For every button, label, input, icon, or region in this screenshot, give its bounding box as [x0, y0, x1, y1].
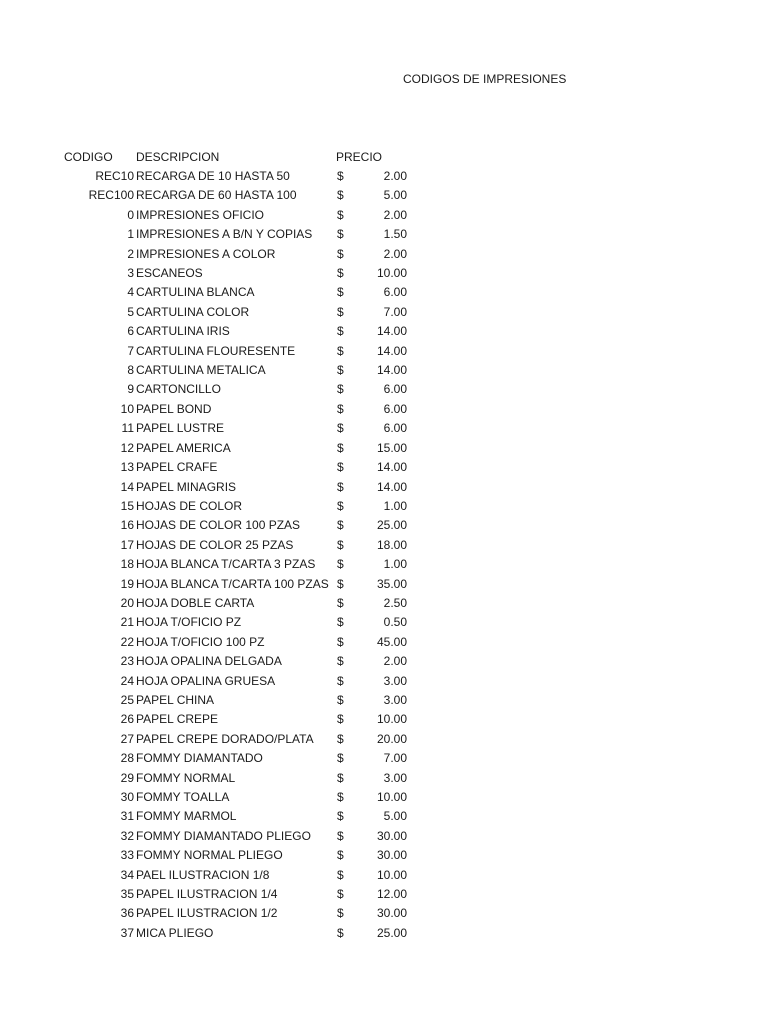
currency-symbol: $ [337, 848, 344, 863]
currency-symbol: $ [337, 169, 344, 183]
table-row [0, 439, 768, 458]
currency-symbol: $ [337, 498, 344, 513]
table-row [0, 555, 768, 574]
item-description: IMPRESIONES OFICIO [136, 207, 265, 222]
currency-symbol: $ [337, 401, 344, 416]
item-price: 10.00 [376, 790, 407, 804]
item-description: PAPEL CRAFE [136, 460, 218, 475]
table-row [0, 652, 768, 671]
table-row [0, 575, 768, 594]
item-code: 22 [120, 634, 134, 649]
item-code: 33 [120, 848, 134, 863]
table-row [0, 167, 768, 186]
item-code: 4 [127, 285, 134, 300]
table-row [0, 866, 768, 885]
item-price: 10.00 [376, 867, 407, 882]
currency-symbol: $ [337, 518, 344, 533]
item-description: PAPEL ILUSTRACION 1/4 [136, 887, 278, 902]
currency-symbol: $ [337, 906, 344, 921]
table-row [0, 904, 768, 923]
item-code: 11 [121, 421, 134, 436]
item-price: 5.00 [383, 809, 407, 824]
table-row [0, 594, 768, 613]
currency-symbol: $ [337, 304, 344, 319]
item-description: PAPEL MINAGRIS [136, 479, 237, 494]
currency-symbol: $ [337, 731, 344, 746]
item-description: HOJA BLANCA T/CARTA 100 PZAS [136, 576, 329, 591]
table-row [0, 245, 768, 264]
item-code: 5 [127, 304, 134, 319]
table-row [0, 225, 768, 244]
item-code: 6 [127, 324, 134, 339]
currency-symbol: $ [337, 809, 344, 824]
currency-symbol: $ [337, 266, 344, 281]
table-row [0, 303, 768, 322]
item-description: HOJAS DE COLOR 25 PZAS [136, 537, 294, 552]
item-description: IMPRESIONES A B/N Y COPIAS [136, 227, 313, 242]
item-code: 13 [120, 460, 134, 475]
table-row [0, 419, 768, 438]
item-description: HOJA OPALINA GRUESA [136, 673, 276, 688]
item-description: HOJAS DE COLOR 100 PZAS [136, 518, 301, 533]
table-row [0, 264, 768, 283]
page-title: CODIGOS DE IMPRESIONES [403, 72, 567, 86]
item-price: 14.00 [376, 460, 407, 475]
item-price: 1.00 [383, 498, 407, 513]
item-description: PAPEL ILUSTRACION 1/2 [136, 906, 278, 921]
header-description: DESCRIPCION [136, 150, 220, 164]
item-price: 0.50 [383, 615, 407, 630]
header-price: PRECIO [336, 150, 383, 164]
currency-symbol: $ [337, 227, 344, 242]
item-price: 30.00 [376, 906, 407, 921]
item-description: CARTULINA IRIS [136, 324, 230, 339]
item-price: 3.00 [383, 673, 407, 688]
currency-symbol: $ [337, 576, 344, 591]
table-header [0, 148, 768, 167]
currency-symbol: $ [337, 790, 344, 804]
item-description: PAPEL BOND [136, 401, 212, 416]
item-price: 3.00 [383, 770, 407, 785]
item-code: 25 [120, 692, 134, 707]
table-row [0, 516, 768, 535]
item-price: 14.00 [376, 343, 407, 358]
item-code: 7 [127, 343, 134, 358]
item-description: HOJA DOBLE CARTA [136, 595, 255, 610]
item-price: 25.00 [376, 518, 407, 533]
item-price: 1.50 [383, 227, 407, 242]
item-code: 37 [120, 925, 134, 940]
currency-symbol: $ [337, 828, 344, 843]
item-description: FOMMY MARMOL [136, 809, 237, 824]
currency-symbol: $ [337, 654, 344, 669]
item-description: HOJA T/OFICIO PZ [136, 615, 242, 630]
currency-symbol: $ [337, 673, 344, 688]
item-price: 6.00 [383, 382, 407, 397]
header-code: CODIGO [64, 150, 113, 164]
item-price: 25.00 [376, 925, 407, 940]
currency-symbol: $ [337, 537, 344, 552]
currency-symbol: $ [337, 343, 344, 358]
item-code: 16 [120, 518, 134, 533]
item-price: 3.00 [383, 692, 407, 707]
item-code: 29 [120, 770, 134, 785]
currency-symbol: $ [337, 751, 344, 766]
currency-symbol: $ [337, 887, 344, 902]
item-price: 14.00 [376, 363, 407, 378]
currency-symbol: $ [337, 363, 344, 378]
table-row [0, 710, 768, 729]
currency-symbol: $ [337, 692, 344, 707]
price-table [0, 167, 768, 943]
item-description: CARTULINA FLOURESENTE [136, 343, 296, 358]
item-description: CARTONCILLO [136, 382, 221, 397]
item-description: PAPEL CREPE [136, 712, 219, 727]
currency-symbol: $ [337, 285, 344, 300]
item-price: 35.00 [376, 576, 407, 591]
item-code: 19 [120, 576, 134, 591]
table-row [0, 672, 768, 691]
table-row [0, 283, 768, 302]
item-price: 6.00 [383, 421, 407, 436]
table-row [0, 361, 768, 380]
item-price: 7.00 [383, 304, 407, 319]
item-price: 20.00 [376, 731, 407, 746]
item-code: 3 [127, 266, 134, 281]
table-row [0, 633, 768, 652]
item-description: HOJA BLANCA T/CARTA 3 PZAS [136, 557, 316, 572]
table-row [0, 730, 768, 749]
item-description: FOMMY NORMAL [136, 770, 236, 785]
table-row [0, 536, 768, 555]
item-description: HOJA T/OFICIO 100 PZ [136, 634, 265, 649]
item-description: MICA PLIEGO [136, 925, 214, 940]
item-code: 2 [127, 246, 134, 261]
item-code: 32 [120, 828, 134, 843]
currency-symbol: $ [337, 246, 344, 261]
item-description: FOMMY NORMAL PLIEGO [136, 848, 283, 863]
currency-symbol: $ [337, 479, 344, 494]
item-price: 2.00 [383, 169, 407, 183]
item-price: 10.00 [376, 712, 407, 727]
item-code: 36 [120, 906, 134, 921]
item-code: 1 [127, 227, 134, 242]
item-description: HOJA OPALINA DELGADA [136, 654, 282, 669]
table-row [0, 691, 768, 710]
item-description: RECARGA DE 60 HASTA 100 [136, 188, 297, 203]
item-price: 2.50 [383, 595, 407, 610]
table-row [0, 380, 768, 399]
item-description: FOMMY TOALLA [136, 790, 230, 804]
table-row [0, 497, 768, 516]
item-price: 45.00 [376, 634, 407, 649]
item-description: CARTULINA COLOR [136, 304, 250, 319]
table-row [0, 769, 768, 788]
item-code: 34 [120, 867, 134, 882]
currency-symbol: $ [337, 557, 344, 572]
item-code: 14 [120, 479, 134, 494]
item-code: 20 [120, 595, 134, 610]
currency-symbol: $ [337, 440, 344, 455]
item-description: IMPRESIONES A COLOR [136, 246, 276, 261]
currency-symbol: $ [337, 421, 344, 436]
currency-symbol: $ [337, 324, 344, 339]
item-description: RECARGA DE 10 HASTA 50 [136, 169, 290, 183]
currency-symbol: $ [337, 770, 344, 785]
item-code: 28 [120, 751, 134, 766]
table-row [0, 827, 768, 846]
item-price: 30.00 [376, 848, 407, 863]
table-row [0, 186, 768, 205]
currency-symbol: $ [337, 634, 344, 649]
item-price: 30.00 [376, 828, 407, 843]
table-row [0, 400, 768, 419]
item-description: PAPEL CREPE DORADO/PLATA [136, 731, 314, 746]
currency-symbol: $ [337, 382, 344, 397]
item-description: FOMMY DIAMANTADO [136, 751, 263, 766]
item-code: 27 [120, 731, 134, 746]
item-price: 7.00 [383, 751, 407, 766]
item-description: PAPEL CHINA [136, 692, 215, 707]
item-price: 14.00 [376, 479, 407, 494]
item-code: 9 [127, 382, 134, 397]
item-price: 2.00 [383, 246, 407, 261]
item-description: PAPEL LUSTRE [136, 421, 225, 436]
item-price: 18.00 [376, 537, 407, 552]
item-price: 2.00 [383, 207, 407, 222]
item-price: 2.00 [383, 654, 407, 669]
item-code: REC10 [95, 169, 134, 183]
table-row [0, 807, 768, 826]
item-code: 0 [127, 207, 134, 222]
item-code: REC100 [88, 188, 134, 203]
item-price: 15.00 [376, 440, 407, 455]
item-code: 21 [120, 615, 134, 630]
currency-symbol: $ [337, 925, 344, 940]
currency-symbol: $ [337, 712, 344, 727]
item-code: 23 [120, 654, 134, 669]
item-price: 6.00 [383, 285, 407, 300]
item-code: 31 [120, 809, 134, 824]
item-code: 8 [127, 363, 134, 378]
currency-symbol: $ [337, 595, 344, 610]
item-code: 18 [120, 557, 134, 572]
table-row [0, 749, 768, 768]
item-code: 35 [120, 887, 134, 902]
table-row [0, 924, 768, 943]
currency-symbol: $ [337, 207, 344, 222]
item-price: 6.00 [383, 401, 407, 416]
table-row [0, 342, 768, 361]
item-price: 12.00 [376, 887, 407, 902]
table-row [0, 458, 768, 477]
table-row [0, 885, 768, 904]
item-price: 10.00 [376, 266, 407, 281]
item-description: CARTULINA BLANCA [136, 285, 255, 300]
item-code: 24 [120, 673, 134, 688]
table-row [0, 613, 768, 632]
table-row [0, 788, 768, 807]
table-row [0, 478, 768, 497]
item-description: FOMMY DIAMANTADO PLIEGO [136, 828, 311, 843]
item-price: 14.00 [376, 324, 407, 339]
item-description: PAEL ILUSTRACION 1/8 [136, 867, 270, 882]
item-code: 10 [120, 401, 134, 416]
item-description: HOJAS DE COLOR [136, 498, 243, 513]
table-row [0, 322, 768, 341]
item-code: 26 [120, 712, 134, 727]
item-description: PAPEL AMERICA [136, 440, 231, 455]
table-row [0, 846, 768, 865]
currency-symbol: $ [337, 188, 344, 203]
item-code: 30 [120, 790, 134, 804]
currency-symbol: $ [337, 615, 344, 630]
item-description: CARTULINA METALICA [136, 363, 266, 378]
currency-symbol: $ [337, 460, 344, 475]
item-code: 12 [120, 440, 134, 455]
currency-symbol: $ [337, 867, 344, 882]
item-price: 5.00 [383, 188, 407, 203]
item-code: 15 [120, 498, 134, 513]
item-code: 17 [120, 537, 134, 552]
item-price: 1.00 [383, 557, 407, 572]
table-row [0, 206, 768, 225]
item-description: ESCANEOS [136, 266, 203, 281]
